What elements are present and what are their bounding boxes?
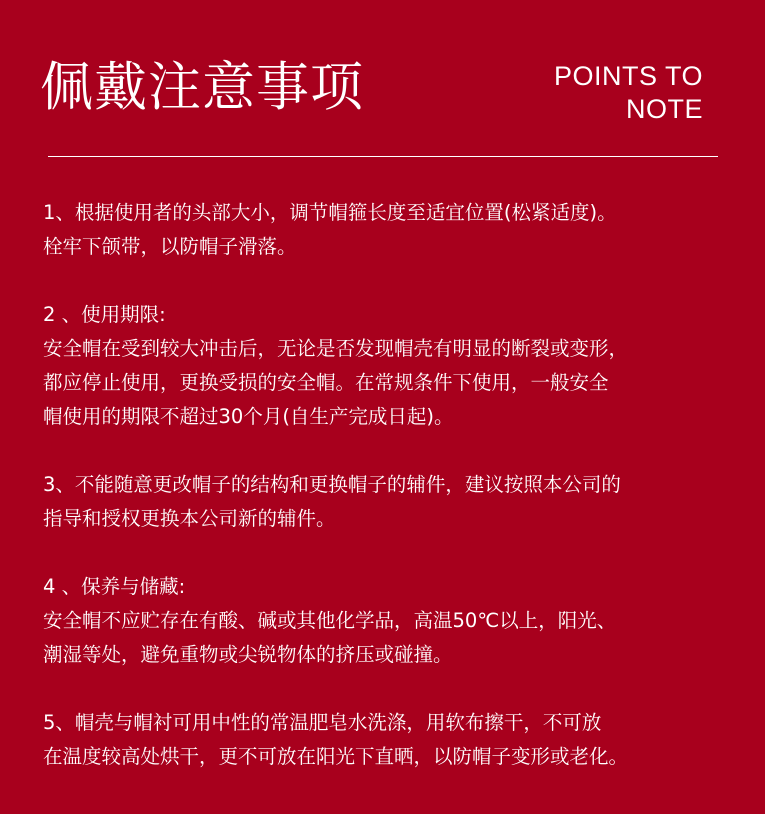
note-item-1 — [43, 196, 743, 264]
note-item-4 — [43, 570, 743, 672]
note-text-line: 潮湿等处，避免重物或尖锐物体的挤压或碰撞。 — [43, 643, 453, 666]
note-text-line: 都应停止使用，更换受损的安全帽。在常规条件下使用，一般安全 — [43, 371, 609, 394]
page-title: 佩戴注意事项 — [40, 57, 364, 118]
note-item-2 — [43, 298, 743, 434]
note-heading: 4 、保养与储藏: — [43, 575, 186, 598]
page-subtitle — [483, 60, 703, 126]
note-text-line: 安全帽不应贮存在有酸、碱或其他化学品，高温50℃以上，阳光、 — [43, 609, 617, 632]
note-heading: 2 、使用期限: — [43, 303, 166, 326]
note-text-line: 在温度较高处烘干，更不可放在阳光下直晒，以防帽子变形或老化。 — [43, 745, 629, 768]
note-text-line: 栓牢下颌带，以防帽子滑落。 — [43, 235, 297, 258]
subtitle-line: POINTS TO — [553, 61, 703, 91]
notes-list — [43, 196, 743, 808]
subtitle-line: NOTE — [625, 94, 703, 124]
note-text-line: 帽使用的期限不超过30个月(自生产完成日起)。 — [43, 405, 454, 428]
note-item-5 — [43, 706, 743, 774]
note-text-line: 3、不能随意更改帽子的结构和更换帽子的辅件，建议按照本公司的 — [43, 473, 621, 496]
note-text-line: 安全帽在受到较大冲击后，无论是否发现帽壳有明显的断裂或变形， — [43, 337, 629, 360]
note-text-line: 1、根据使用者的头部大小，调节帽箍长度至适宜位置(松紧适度)。 — [43, 201, 617, 224]
note-text-line: 5、帽壳与帽衬可用中性的常温肥皂水洗涤，用软布擦干，不可放 — [43, 711, 602, 734]
note-text-line: 指导和授权更换本公司新的辅件。 — [43, 507, 336, 530]
title-divider — [48, 156, 718, 157]
note-item-3 — [43, 468, 743, 536]
